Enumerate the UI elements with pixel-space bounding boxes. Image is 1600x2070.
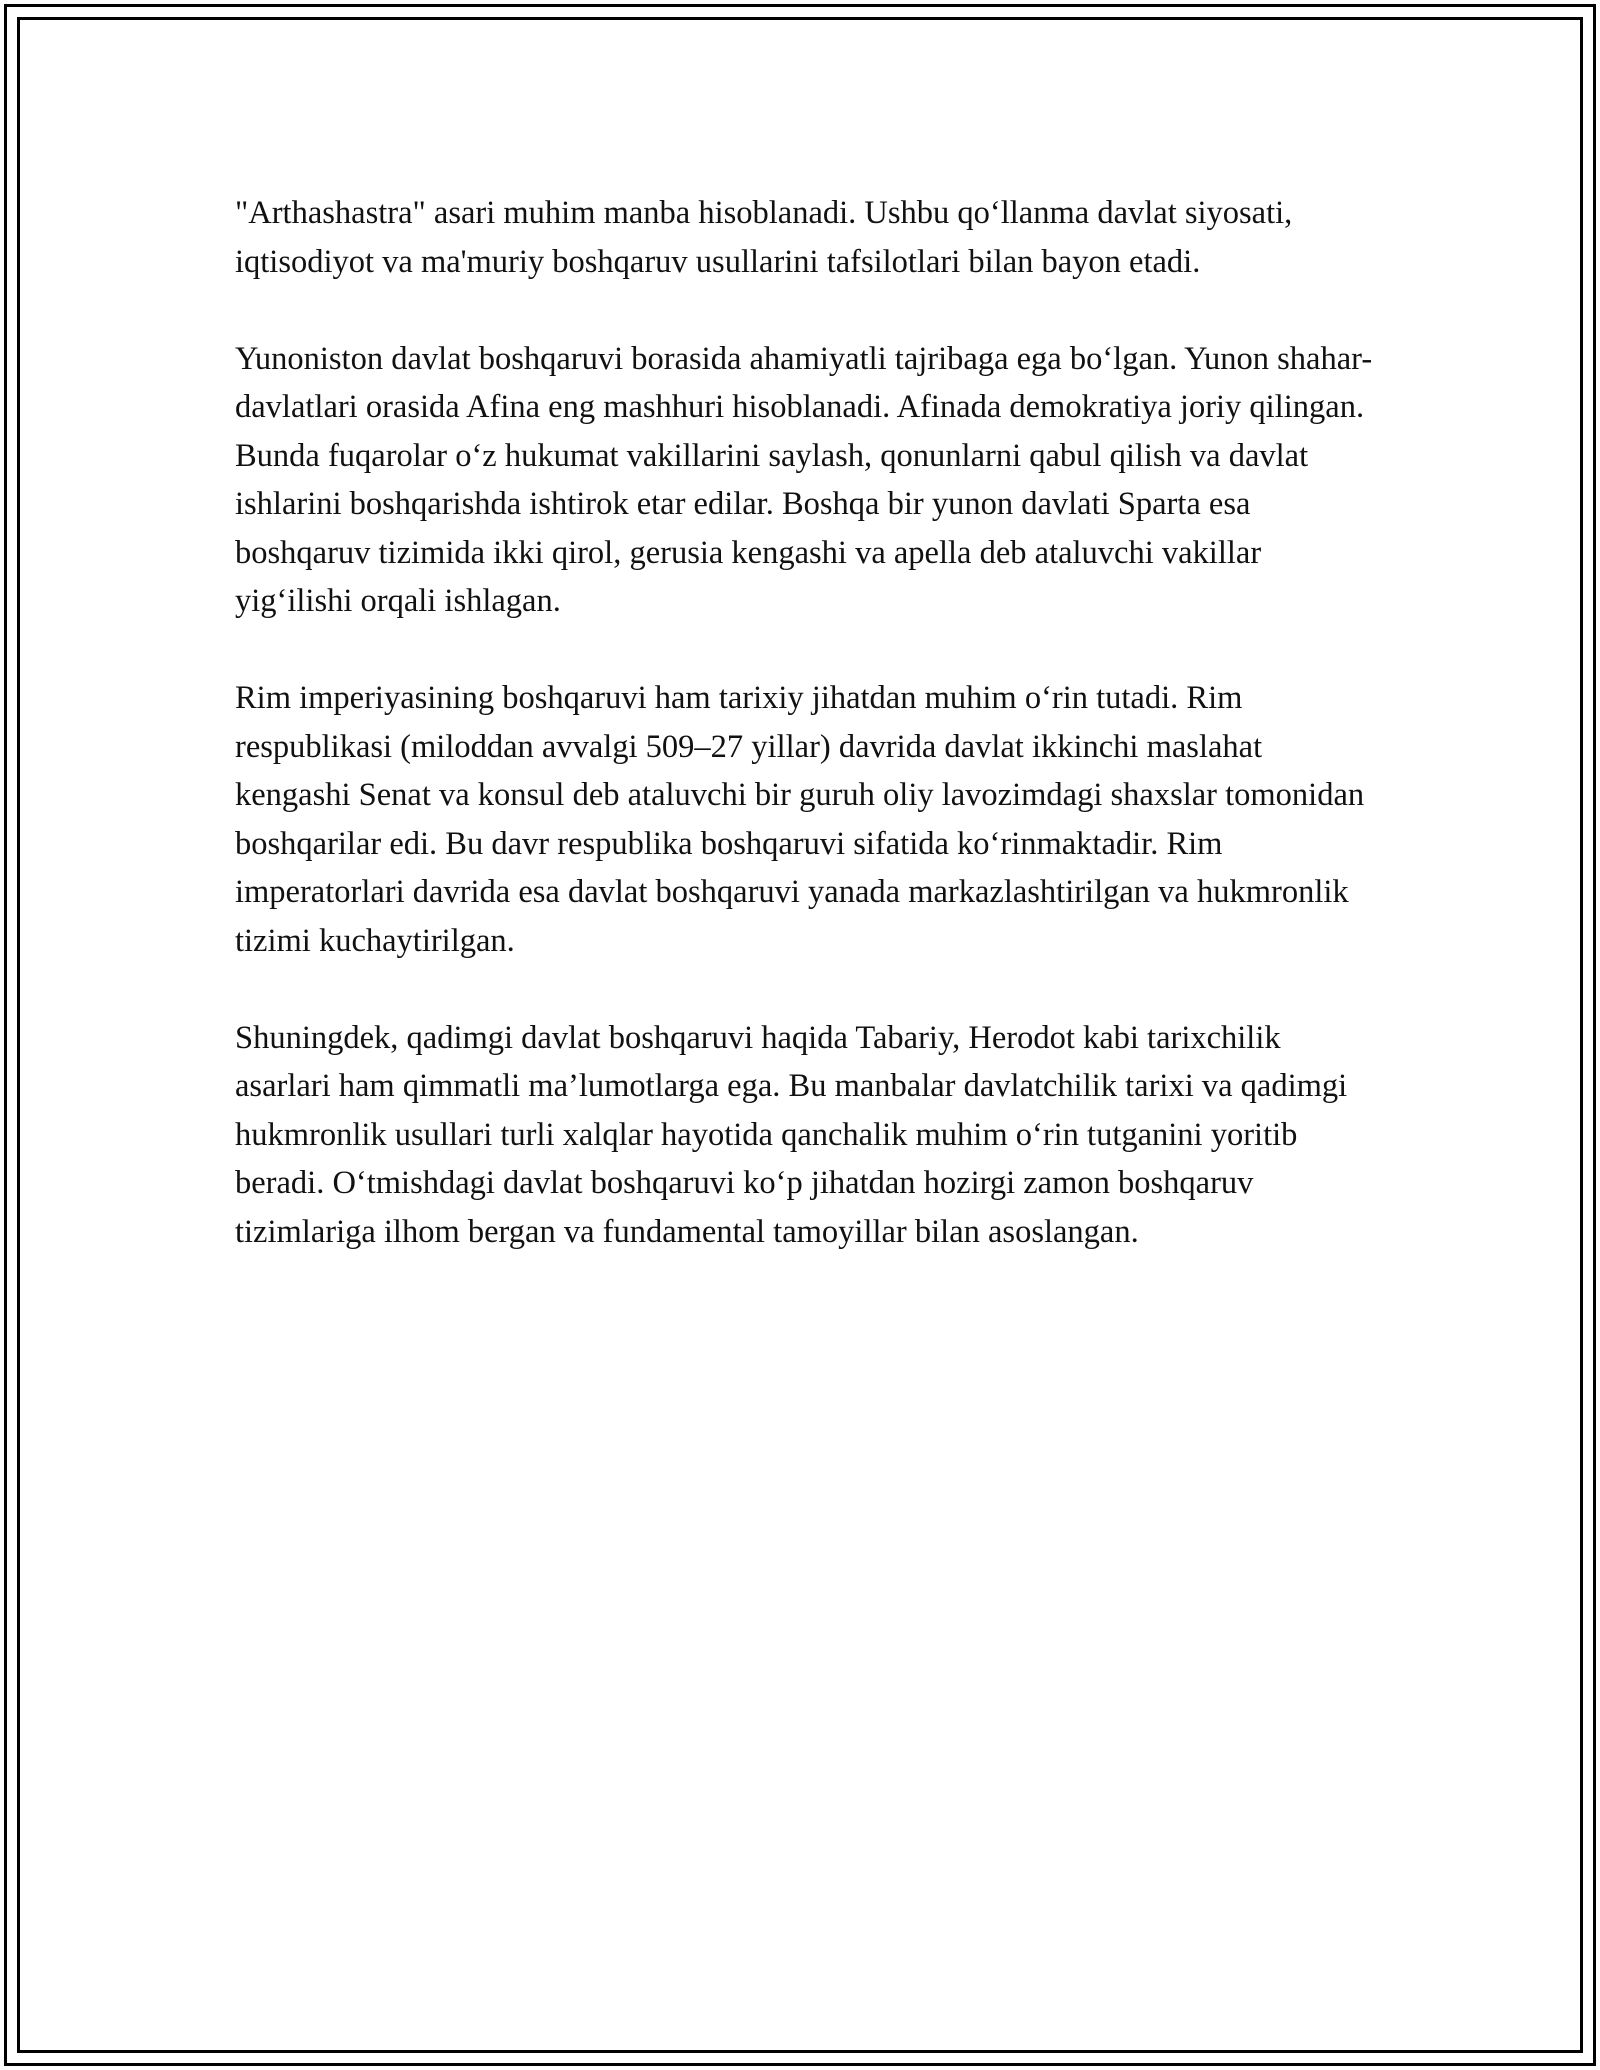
paragraph-greece: Yunoniston davlat boshqaruvi borasida ahamiyatli tajribaga ega bo‘lgan. Yunon shahar-davlatlari orasida Afina eng mashhuri hisoblanadi. Afinada demokratiya joriy qilingan. Bunda fuqarolar o‘z hukumat vakillarini saylash, qonunlarni qabul qilish va davlat ishlarini boshqarishda ishtirok etar edilar. Boshqa bir yunon davlati Sparta esa boshqaruv tizimida ikki qirol, gerusia kengashi va apella deb ataluvchi vakillar yig‘ilishi orqali ishlagan. — [235, 340, 1373, 619]
paragraph-rome: Rim imperiyasining boshqaruvi ham tarixiy jihatdan muhim o‘rin tutadi. Rim respublikasi (miloddan avvalgi 509–27 yillar) davrida davlat ikkinchi maslahat kengashi Senat va konsul deb ataluvchi bir guruh oliy lavozimdagi shaxslar tomonidan boshqarilar edi. Bu davr respublika boshqaruvi sifatida ko‘rinmaktadir. Rim imperatorlari davrida esa davlat boshqaruvi yanada markazlashtirilgan va hukmronlik tizimi kuchaytirilgan. — [235, 680, 1365, 959]
document-body — [235, 189, 1380, 1305]
paragraph-historians: Shuningdek, qadimgi davlat boshqaruvi haqida Tabariy, Herodot kabi tarixchilik asarlari ham qimmatli ma’lumotlarga ega. Bu manbalar davlatchilik tarixi va qadimgi hukmronlik usullari turli xalqlar hayotida qanchalik muhim o‘rin tutganini yoritib beradi. O‘tmishdagi davlat boshqaruvi ko‘p jihatdan hozirgi zamon boshqaruv tizimlariga ilhom bergan va fundamental tamoyillar bilan asoslangan. — [235, 1019, 1348, 1250]
paragraph-arthashastra: "Arthashastra" asari muhim manba hisoblanadi. Ushbu qo‘llanma davlat siyosati, iqtisodiyot va ma'muriy boshqaruv usullarini tafsilotlari bilan bayon etadi. — [235, 195, 1293, 280]
